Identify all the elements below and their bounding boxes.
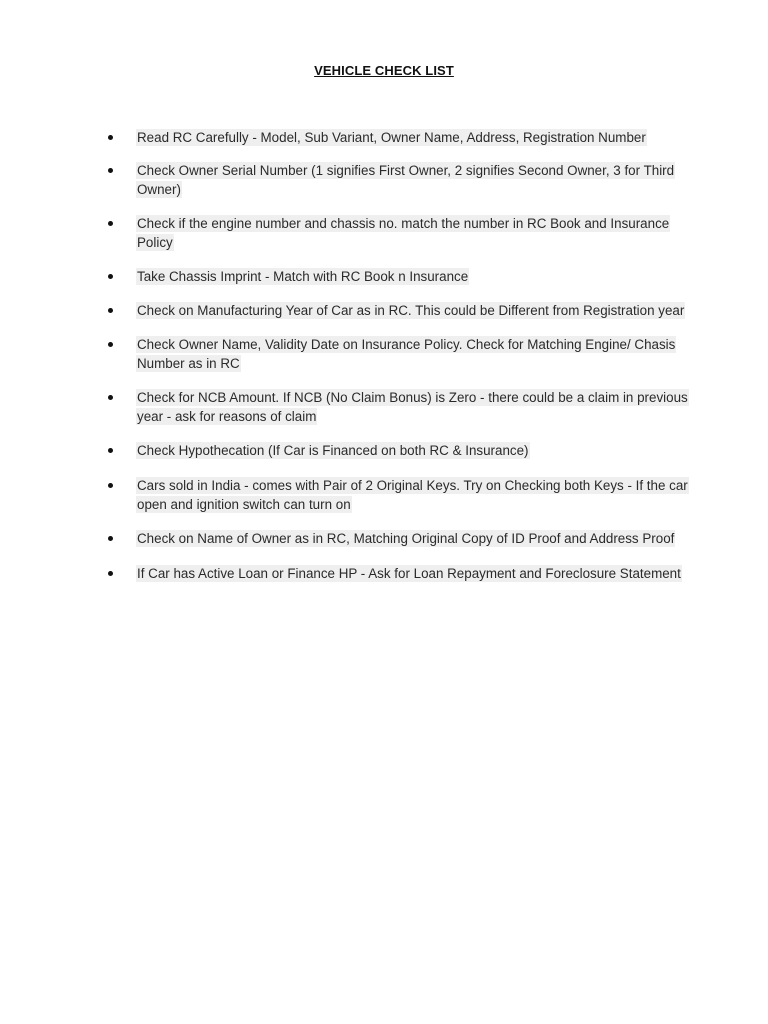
checklist-item-text: Check on Manufacturing Year of Car as in RC. This could be Different from Registration year	[137, 303, 685, 318]
checklist-item-text: Check on Name of Owner as in RC, Matching Original Copy of ID Proof and Address Proof	[137, 531, 675, 546]
checklist-item	[108, 476, 688, 514]
bullet-icon	[108, 536, 113, 541]
checklist-item	[108, 441, 688, 460]
checklist-item-text: Check Owner Serial Number (1 signifies First Owner, 2 signifies Second Owner, 3 for Third Owner)	[137, 163, 675, 197]
checklist-item	[108, 267, 688, 286]
bullet-icon	[108, 483, 113, 488]
bullet-icon	[108, 168, 113, 173]
checklist-item-text: Check if the engine number and chassis no. match the number in RC Book and Insurance Policy	[137, 216, 670, 250]
checklist-item	[108, 161, 688, 199]
checklist-item-text: Check Hypothecation (If Car is Financed on both RC & Insurance)	[137, 443, 529, 458]
bullet-icon	[108, 308, 113, 313]
checklist-item-text: Check for NCB Amount. If NCB (No Claim Bonus) is Zero - there could be a claim in previous year - ask for reasons of claim	[137, 390, 688, 424]
checklist-item-text: Take Chassis Imprint - Match with RC Book n Insurance	[137, 269, 469, 284]
bullet-icon	[108, 342, 113, 347]
checklist-item	[108, 301, 688, 320]
bullet-icon	[108, 274, 113, 279]
bullet-icon	[108, 135, 113, 140]
checklist-item	[108, 564, 688, 583]
checklist-item-text: If Car has Active Loan or Finance HP - Ask for Loan Repayment and Foreclosure Statement	[137, 566, 681, 581]
checklist-item-text: Read RC Carefully - Model, Sub Variant, Owner Name, Address, Registration Number	[137, 130, 646, 145]
bullet-icon	[108, 571, 113, 576]
checklist	[108, 128, 688, 583]
checklist-item	[108, 529, 688, 548]
bullet-icon	[108, 395, 113, 400]
checklist-item	[108, 388, 688, 426]
checklist-item	[108, 128, 688, 147]
bullet-icon	[108, 221, 113, 226]
bullet-icon	[108, 448, 113, 453]
checklist-item-text: Check Owner Name, Validity Date on Insurance Policy. Check for Matching Engine/ Chasis Number as in RC	[137, 337, 676, 371]
checklist-item	[108, 335, 688, 373]
page-title: VEHICLE CHECK LIST	[314, 63, 454, 78]
checklist-item	[108, 214, 688, 252]
checklist-item-text: Cars sold in India - comes with Pair of 2 Original Keys. Try on Checking both Keys - If the car open and ignition switch can turn on	[137, 478, 688, 512]
